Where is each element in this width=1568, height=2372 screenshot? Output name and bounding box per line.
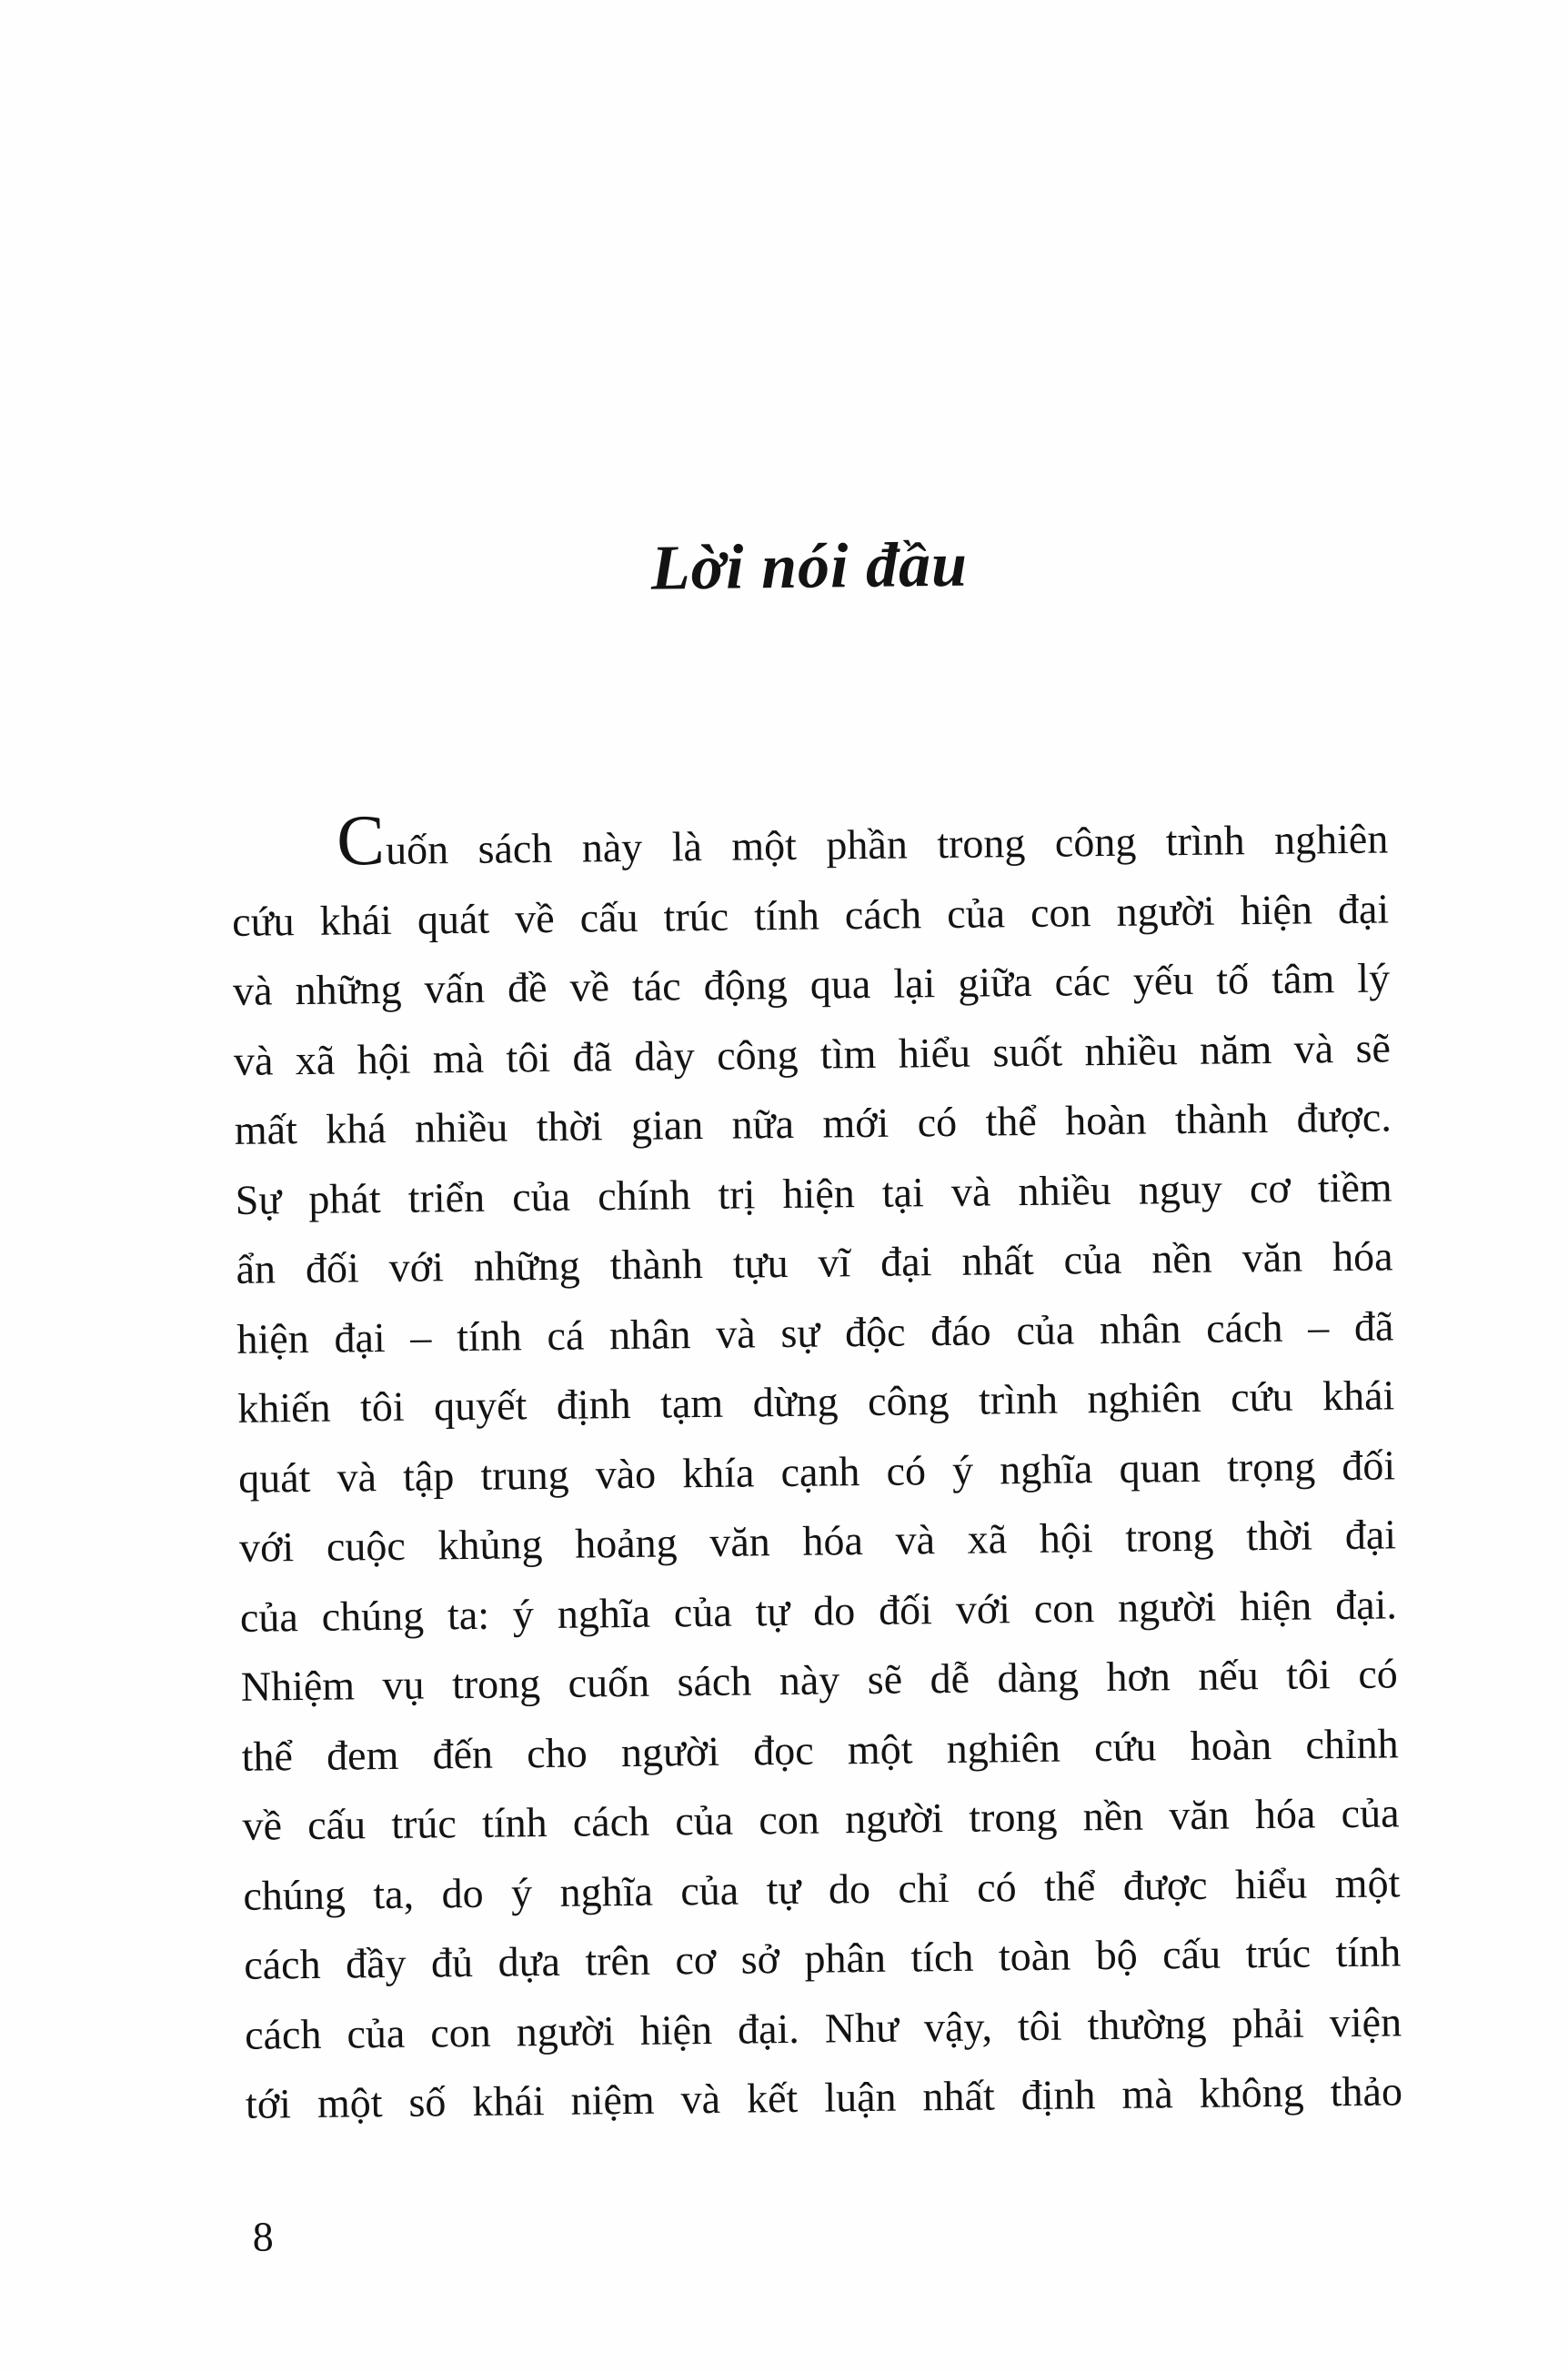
text-line: hiện đại – tính cá nhân và sự độc đáo của nhân cách – đã (236, 1302, 1394, 1362)
text-line: ẩn đối với những thành tựu vĩ đại nhất của nền văn hóa (236, 1232, 1393, 1292)
text-line: và những vấn đề về tác động qua lại giữa các yếu tố tâm lý (232, 954, 1391, 1014)
text-line: quát và tập trung vào khía cạnh có ý nghĩa quan trọng đối (237, 1441, 1396, 1502)
text-line: về cấu trúc tính cách của con người trong nền văn hóa của (242, 1789, 1400, 1849)
text-line: cách đầy đủ dựa trên cơ sở phân tích toàn bộ cấu trúc tính (243, 1928, 1402, 1988)
text-line: tới một số khái niệm và kết luận nhất định mà không thảo (245, 2067, 1403, 2127)
page-number: 8 (252, 2213, 274, 2260)
text-line: cứu khái quát về cấu trúc tính cách của con người hiện đại (231, 884, 1390, 945)
text-line: mất khá nhiều thời gian nữa mới có thể hoàn thành được. (234, 1093, 1392, 1153)
text-line: cách của con người hiện đại. Như vậy, tôi thường phải viện (244, 1997, 1402, 2058)
text-line: chúng ta, do ý nghĩa của tự do chỉ có thể được hiểu một (243, 1858, 1401, 1919)
text-line: khiến tôi quyết định tạm dừng công trình nghiên cứu khái (237, 1372, 1395, 1432)
text-line: Sự phát triển của chính trị hiện tại và nhiều nguy cơ tiềm (235, 1162, 1392, 1223)
initial-capital: C (336, 800, 387, 881)
chapter-title: Lời nói đầu (650, 529, 969, 604)
text-line: và xã hội mà tôi đã dày công tìm hiểu suốt nhiều năm và sẽ (233, 1023, 1392, 1084)
text-line: Nhiệm vụ trong cuốn sách này sẽ dễ dàng hơn nếu tôi có (240, 1650, 1399, 1710)
text-line: của chúng ta: ý nghĩa của tự do đối với con người hiện đại. (239, 1580, 1398, 1641)
body-paragraph (231, 800, 1403, 2139)
text-line: thể đem đến cho người đọc một nghiên cứu hoàn chỉnh (241, 1719, 1399, 1780)
text-line: với cuộc khủng hoảng văn hóa và xã hội trong thời đại (238, 1511, 1397, 1571)
text-line: Cuốn sách này là một phần trong công trình nghiên (336, 800, 1389, 881)
